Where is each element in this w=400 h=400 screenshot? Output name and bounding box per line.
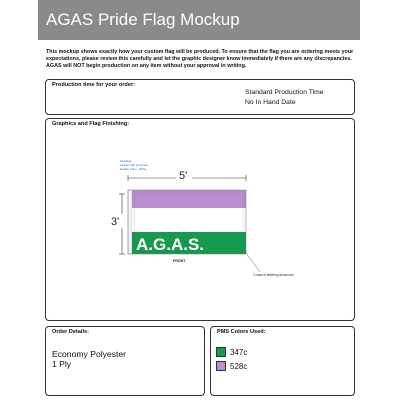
width-label: 5' bbox=[179, 170, 188, 182]
flag-text: A.G.A.S. bbox=[136, 235, 205, 254]
pms-swatch bbox=[216, 361, 226, 371]
pms-swatch bbox=[216, 347, 226, 357]
production-time-section bbox=[45, 79, 355, 115]
finishing-note-line-3: Header Color - White bbox=[120, 167, 147, 171]
pms-colors-section bbox=[210, 326, 355, 396]
flag-stripe-white bbox=[132, 208, 246, 232]
order-details-section bbox=[45, 326, 205, 396]
stitch-note-leader bbox=[246, 253, 260, 272]
side-label: FRONT bbox=[173, 259, 186, 263]
stitch-note: 2 rows of stitching all around bbox=[253, 273, 294, 277]
flag-stripe-purple bbox=[132, 190, 246, 208]
flag-mockup-drawing bbox=[46, 119, 356, 322]
finishing-note-line-1: Finishing: bbox=[120, 159, 132, 163]
graphics-label: Graphics and Flag Finishing: bbox=[52, 121, 130, 127]
order-ply: 1 Ply bbox=[52, 359, 72, 369]
order-material: Economy Polyester bbox=[52, 349, 127, 359]
pms-code: 347c bbox=[230, 347, 248, 357]
header-bar bbox=[38, 0, 360, 40]
pms-code: 528c bbox=[230, 361, 248, 371]
flag-header-strip bbox=[128, 190, 132, 254]
pms-colors-label: PMS Colors Used: bbox=[217, 329, 266, 335]
production-in-hand-date: No In Hand Date bbox=[245, 99, 296, 106]
pms-color-row bbox=[216, 347, 247, 357]
order-details-values bbox=[52, 349, 126, 369]
production-time-label: Production time for your order: bbox=[52, 82, 135, 88]
production-time-standard: Standard Production Time bbox=[245, 89, 324, 96]
pms-color-row bbox=[216, 361, 247, 371]
intro-paragraph: This mockup shows exactly how your custom flag will be produced. To ensure that the flag you are ordering meets your expectations, please review this carefully and let the graphic designer know immediately if there are any discrepancies. AGAS will NOT begin production on any item without your approval in writing. bbox=[46, 49, 354, 69]
production-time-values bbox=[245, 88, 324, 108]
finishing-note-line-2: Header with grommets bbox=[120, 163, 149, 167]
height-label: 3' bbox=[111, 216, 120, 228]
order-details-label: Order Details: bbox=[52, 329, 89, 335]
graphics-section bbox=[45, 118, 355, 321]
page-title: AGAS Pride Flag Mockup bbox=[46, 10, 240, 29]
